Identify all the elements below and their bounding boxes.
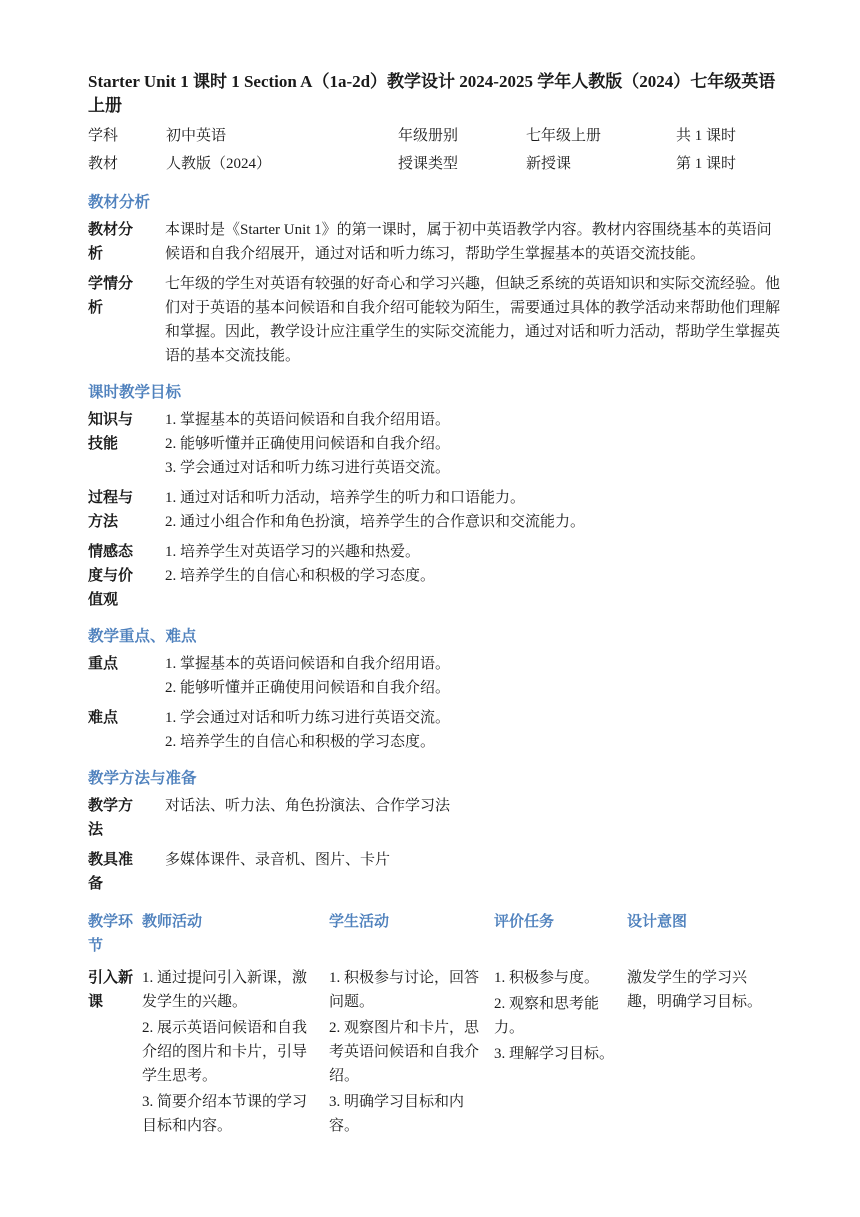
row-label: 过程与方法 <box>88 490 134 530</box>
info-label-subject: 学科 <box>88 128 119 144</box>
goal-row-knowledge <box>88 408 780 480</box>
method-row-materials <box>88 848 780 896</box>
analysis-row-students <box>88 272 780 368</box>
info-lesson-number: 第 1 课时 <box>676 156 737 172</box>
row-text: 七年级的学生对英语有较强的好奇心和学习兴趣，但缺乏系统的英语知识和实际交流经验。他们对于英语的基本问候语和自我介绍可能较为陌生，需要通过具体的教学活动来帮助他们理解和掌握。因此，教学设计应注重学生的实际交流能力，通过对话和听力活动，帮助学生掌握英语的基本交流技能。 <box>165 276 781 364</box>
goal-row-emotion <box>88 540 780 612</box>
row-label: 重点 <box>88 656 119 672</box>
table-cell-intent: 激发学生的学习兴趣，明确学习目标。 <box>627 970 763 1010</box>
row-label: 难点 <box>88 710 119 726</box>
table-cell-teacher <box>142 966 329 1140</box>
list-item: 1. 通过提问引入新课，激发学生的兴趣。 <box>142 970 308 1010</box>
row-text: 对话法、听力法、角色扮演法、合作学习法 <box>165 798 451 814</box>
list-item: 3. 简要介绍本节课的学习目标和内容。 <box>142 1094 308 1134</box>
list-item: 2. 观察图片和卡片，思考英语问候语和自我介绍。 <box>329 1020 480 1084</box>
table-header: 评价任务 <box>494 914 555 930</box>
row-label: 教材分析 <box>88 222 134 262</box>
lesson-plan-table <box>88 910 780 1140</box>
row-label: 教学方法 <box>88 798 134 838</box>
info-label-textbook: 教材 <box>88 156 119 172</box>
info-label-lesson-type: 授课类型 <box>398 156 459 172</box>
row-label: 学情分析 <box>88 276 134 316</box>
method-row-approach <box>88 794 780 842</box>
info-total-lessons: 共 1 课时 <box>676 128 737 144</box>
list-item: 1. 积极参与度。 <box>494 970 600 986</box>
list-item: 3. 理解学习目标。 <box>494 1046 615 1062</box>
row-label: 情感态度与价值观 <box>88 544 134 608</box>
keypoint-row-focus <box>88 652 780 700</box>
info-value-textbook: 人教版（2024） <box>166 156 272 172</box>
info-value-lesson-type: 新授课 <box>526 156 572 172</box>
row-text: 多媒体课件、录音机、图片、卡片 <box>165 852 391 868</box>
goal-row-process <box>88 486 780 534</box>
list-item: 2. 培养学生的自信心和积极的学习态度。 <box>165 734 436 750</box>
list-item: 1. 学会通过对话和听力练习进行英语交流。 <box>165 710 451 726</box>
list-item: 2. 展示英语问候语和自我介绍的图片和卡片，引导学生思考。 <box>142 1020 308 1084</box>
table-cell-evaluation <box>494 966 627 1140</box>
list-item: 2. 通过小组合作和角色扮演，培养学生的合作意识和交流能力。 <box>165 514 586 530</box>
list-item: 1. 培养学生对英语学习的兴趣和热爱。 <box>165 544 421 560</box>
list-item: 2. 能够听懂并正确使用问候语和自我介绍。 <box>165 680 451 696</box>
info-label-grade: 年级册别 <box>398 128 459 144</box>
section-heading-methods: 教学方法与准备 <box>88 770 197 787</box>
section-heading-analysis: 教材分析 <box>88 194 151 211</box>
keypoint-row-difficulty <box>88 706 780 754</box>
list-item: 2. 观察和思考能力。 <box>494 996 600 1036</box>
document-page <box>88 70 780 1140</box>
document-title: Starter Unit 1 课时 1 Section A（1a-2d）教学设计 2024-2025 学年人教版（2024）七年级英语上册 <box>88 72 776 115</box>
section-heading-keypoints: 教学重点、难点 <box>88 628 197 645</box>
table-header: 教学环节 <box>88 914 134 954</box>
row-label: 知识与技能 <box>88 412 134 452</box>
list-item: 1. 掌握基本的英语问候语和自我介绍用语。 <box>165 412 451 428</box>
row-text: 本课时是《Starter Unit 1》的第一课时，属于初中英语教学内容。教材内容围绕基本的英语问候语和自我介绍展开，通过对话和听力练习，帮助学生掌握基本的英语交流技能。 <box>165 222 772 262</box>
table-cell-stage: 引入新课 <box>88 970 134 1010</box>
table-header: 设计意图 <box>627 914 688 930</box>
list-item: 3. 学会通过对话和听力练习进行英语交流。 <box>165 460 451 476</box>
table-header: 教师活动 <box>142 914 203 930</box>
list-item: 2. 培养学生的自信心和积极的学习态度。 <box>165 568 436 584</box>
analysis-row-material <box>88 218 780 266</box>
info-value-grade: 七年级上册 <box>526 128 602 144</box>
list-item: 2. 能够听懂并正确使用问候语和自我介绍。 <box>165 436 451 452</box>
info-value-subject: 初中英语 <box>166 128 227 144</box>
list-item: 1. 掌握基本的英语问候语和自我介绍用语。 <box>165 656 451 672</box>
section-heading-goals: 课时教学目标 <box>88 384 182 401</box>
table-header: 学生活动 <box>329 914 390 930</box>
info-grid <box>88 122 780 178</box>
list-item: 1. 通过对话和听力活动，培养学生的听力和口语能力。 <box>165 490 526 506</box>
row-label: 教具准备 <box>88 852 134 892</box>
list-item: 3. 明确学习目标和内容。 <box>329 1094 465 1134</box>
table-cell-student <box>329 966 494 1140</box>
list-item: 1. 积极参与讨论，回答问题。 <box>329 970 480 1010</box>
